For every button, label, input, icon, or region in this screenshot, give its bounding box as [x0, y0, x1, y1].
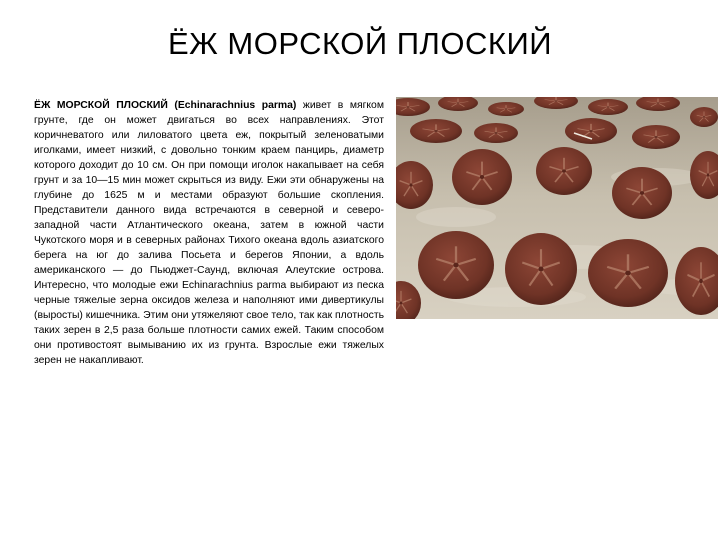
- species-name: ЁЖ МОРСКОЙ ПЛОСКИЙ (Echinarachnius parma): [34, 100, 297, 111]
- sand-dollar-photo: [396, 97, 718, 319]
- sand-dollar-photo-drawing: [396, 97, 718, 319]
- slide-title: ЁЖ МОРСКОЙ ПЛОСКИЙ: [167, 26, 553, 61]
- body-text: [34, 98, 384, 368]
- description-text: живет в мягком грунте, где он может двигаться во всех направлениях. Этот коричневатого или лиловатого цвета еж, покрытый зеленоватыми иголками, имеет низкий, с довольно тонким краем панцирь, диаметр которого доходит до 10 см. Он при помощи иголок накапывает на себя грунт и за 10—15 мин может скрыться из виду. Ежи эти обнаружены на глубине до 1625 м и местами образуют большие скопления. Представители данного вида встречаются в северной и северо-западной части Атлантического океана, затем в южной части Чукотского моря и в северных районах Тихого океана вдоль азиатского берега на юг до залива Посьета и берегов Японии, а вдоль американского — до Пьюджет-Саунд, включая Алеутские острова. Интересно, что молодые ежи Echinarachnius parma выбирают из песка черные тяжелые зерна оксидов железа и наполняют ими дивертикулы (выросты) кишечника. Этим они утяжеляют свое тело, так как плотность таких зерен в 2,5 раза больше плотности самих ежей. Таким способом они противостоят вымыванию их из грунта. Взрослые ежи тяжелых зерен не накапливают.: [34, 100, 385, 366]
